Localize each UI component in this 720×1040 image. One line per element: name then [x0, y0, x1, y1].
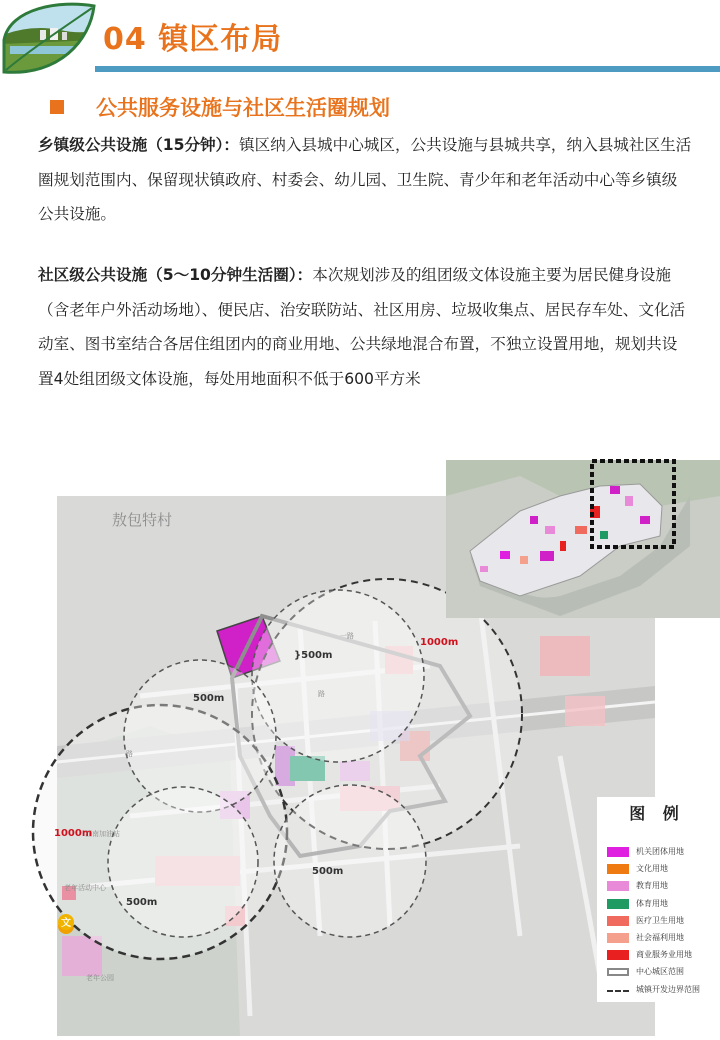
radius-label: 1000m [54, 828, 93, 839]
legend-swatch [607, 864, 629, 874]
paragraph-text: 本次规划涉及的组团级文体设施主要为居民健身设施（含老年户外活动场地）、便民店、治安联防站、社区用房、垃圾收集点、居民存车处、文化活动室、图书室结合各居住组团内的商业用地、公共绿地混合布置，不独立设置用地，规划共设置4处组团级文体设施，每处用地面积不低于600平方米 [38, 266, 686, 388]
village-label: 敖包特村 [112, 511, 173, 529]
legend-label: 文化用地 [636, 864, 668, 874]
legend-label: 社会福利用地 [636, 933, 684, 942]
place-label: 江南加油站 [85, 830, 120, 838]
radius-label: 500m [312, 866, 344, 877]
page-title: 04 镇区布局 [103, 22, 283, 57]
road-label: 路 [126, 750, 133, 758]
legend-swatch [607, 968, 629, 976]
header-divider [95, 66, 720, 72]
radius-circle-500m-southwest [108, 787, 258, 937]
radius-circle-500m-south [274, 785, 426, 937]
legend-item [607, 879, 717, 893]
legend-item [607, 948, 717, 962]
radius-label: 500m [126, 897, 158, 908]
legend-label: 体育用地 [636, 898, 668, 908]
legend-swatch [607, 881, 629, 891]
paragraph-township-facilities [38, 128, 692, 232]
paragraph-label: 社区级公共设施（5～10分钟生活圈）： [38, 266, 313, 284]
culture-badge [58, 914, 74, 930]
svg-text:文: 文 [61, 918, 71, 929]
legend-label: 城镇开发边界范围 [636, 984, 700, 994]
legend-label: 教育用地 [636, 881, 668, 891]
road-label: 一路 [340, 632, 354, 640]
page-header [0, 0, 720, 80]
legend-title: 图 例 [629, 804, 685, 823]
square-bullet-icon [50, 100, 64, 114]
radius-circle-500m-north [252, 590, 424, 762]
paragraph-label: 乡镇级公共设施（15分钟）： [38, 136, 240, 154]
legend-swatch [607, 950, 629, 960]
paragraph-text: 镇区纳入县城中心城区，公共设施与县城共享，纳入县城社区生活圈规划范围内、保留现状镇政府、村委会、幼儿园、卫生院、青少年和老年活动中心等乡镇级公共设施。 [38, 136, 692, 223]
legend-label: 商业服务业用地 [636, 950, 692, 960]
map-legend [597, 797, 717, 1002]
legend-label: 中心城区范围 [636, 967, 684, 977]
leaf-landscape-logo [0, 0, 98, 78]
radius-label: 500m [193, 693, 225, 704]
section-title: 公共服务设施与社区生活圈规划 [96, 96, 390, 120]
legend-item [607, 897, 717, 911]
legend-swatch [607, 847, 629, 857]
legend-item [607, 983, 717, 997]
place-label: 老年活动中心 [64, 884, 106, 892]
inset-overview-map [446, 460, 720, 618]
legend-swatch [607, 899, 629, 909]
place-label: 老年公园 [86, 974, 114, 982]
legend-item [607, 931, 717, 945]
road-label: 路 [318, 690, 325, 698]
legend-swatch [607, 990, 629, 992]
radius-label: 1000m [420, 637, 459, 648]
radius-label: }500m [294, 650, 333, 661]
legend-item [607, 965, 717, 979]
legend-label: 机关团体用地 [636, 847, 684, 856]
paragraph-community-facilities [38, 258, 692, 396]
legend-item [607, 862, 717, 876]
legend-item [607, 914, 717, 928]
legend-label: 医疗卫生用地 [636, 915, 684, 925]
legend-swatch [607, 933, 629, 943]
legend-swatch [607, 916, 629, 926]
legend-item [607, 845, 717, 859]
